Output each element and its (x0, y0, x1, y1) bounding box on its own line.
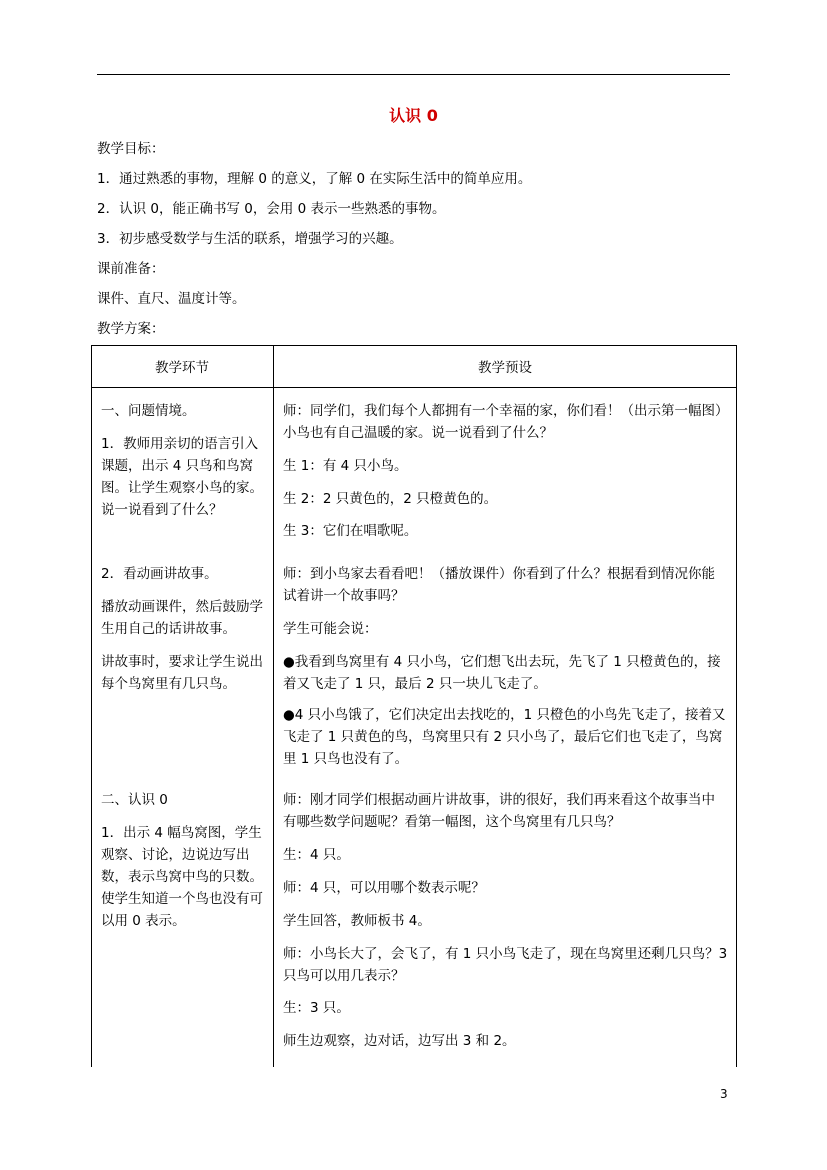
left-cell-text: 2．看动画讲故事。 (101, 566, 218, 582)
right-cell-text: 生 2：2 只黄色的，2 只橙黄色的。 (283, 491, 498, 507)
plan-heading: 教学方案： (97, 321, 165, 337)
right-cell-text: 师：到小鸟家去看看吧！（播放课件）你看到了什么？根据看到情况你能试着讲一个故事吗？ (283, 566, 715, 604)
right-cell-text: 学生可能会说： (283, 621, 378, 637)
right-cell-text: 师：4 只，可以用哪个数表示呢？ (283, 880, 485, 896)
right-cell-text: 师：同学们，我们每个人都拥有一个幸福的家，你们看！（出示第一幅图）小鸟也有自己温暖的家。说一说看到了什么？ (283, 403, 722, 441)
objective-item: 1．通过熟悉的事物，理解 0 的意义，了解 0 在实际生活中的简单应用。 (97, 171, 532, 187)
lesson-plan-table (91, 345, 737, 1067)
prep-heading: 课前准备： (97, 261, 165, 277)
right-cell-text: 师：小鸟长大了，会飞了，有 1 只小鸟飞走了，现在鸟窝里还剩几只鸟？3 只鸟可以用几表示？ (283, 946, 728, 984)
right-cell-text: 师：刚才同学们根据动画片讲故事，讲的很好，我们再来看这个故事当中有哪些数学问题呢？看第一幅图，这个鸟窝里有几只鸟？ (283, 792, 715, 830)
objective-item: 2．认识 0，能正确书写 0，会用 0 表示一些熟悉的事物。 (97, 201, 446, 217)
page-number: 3 (720, 1087, 728, 1101)
right-cell-text: 学生回答，教师板书 4。 (283, 913, 431, 929)
left-cell-text: 1．教师用亲切的语言引入课题，出示 4 只鸟和鸟窝图。让学生观察小鸟的家。说一说看到了什么？ (101, 436, 263, 518)
objectives-heading: 教学目标： (97, 141, 165, 157)
objective-item: 3．初步感受数学与生活的联系，增强学习的兴趣。 (97, 231, 403, 247)
table-header-plan: 教学预设 (478, 360, 532, 376)
right-cell-text: 师生边观察，边对话，边写出 3 和 2。 (283, 1033, 516, 1049)
table-column-divider (273, 345, 274, 1067)
right-cell-text: 生 1：有 4 只小鸟。 (283, 458, 408, 474)
right-cell-text: 生：4 只。 (283, 847, 350, 863)
table-right-border (736, 345, 737, 1067)
left-cell-text: 二、认识 0 (101, 792, 168, 808)
left-cell-text: 1．出示 4 幅鸟窝图，学生观察、讨论，边说边写出数，表示鸟窝中鸟的只数。使学生知道一个鸟也没有可以用 0 表示。 (101, 825, 263, 929)
table-header-divider (91, 387, 737, 388)
table-header-stage: 教学环节 (155, 360, 209, 376)
page-title: 认识 0 (389, 106, 438, 125)
left-cell-text: 一、问题情境。 (101, 403, 196, 419)
prep-text: 课件、直尺、温度计等。 (97, 291, 246, 307)
right-cell-text: ●我看到鸟窝里有 4 只小鸟，它们想飞出去玩，先飞了 1 只橙黄色的，接着又飞走了 1 只，最后 2 只一块儿飞走了。 (283, 654, 721, 692)
right-cell-text: 生：3 只。 (283, 1000, 350, 1016)
right-cell-text: 生 3：它们在唱歌呢。 (283, 523, 418, 539)
left-cell-text: 播放动画课件，然后鼓励学生用自己的话讲故事。 (101, 599, 263, 637)
left-cell-text: 讲故事时，要求让学生说出每个鸟窝里有几只鸟。 (101, 654, 263, 692)
right-cell-text: ●4 只小鸟饿了，它们决定出去找吃的，1 只橙色的小鸟先飞走了，接着又飞走了 1 只黄色的鸟，鸟窝里只有 2 只小鸟了，最后它们也飞走了，鸟窝里 1 只鸟也没有了。 (283, 707, 726, 767)
header-rule (97, 74, 730, 75)
table-left-border (91, 345, 92, 1067)
